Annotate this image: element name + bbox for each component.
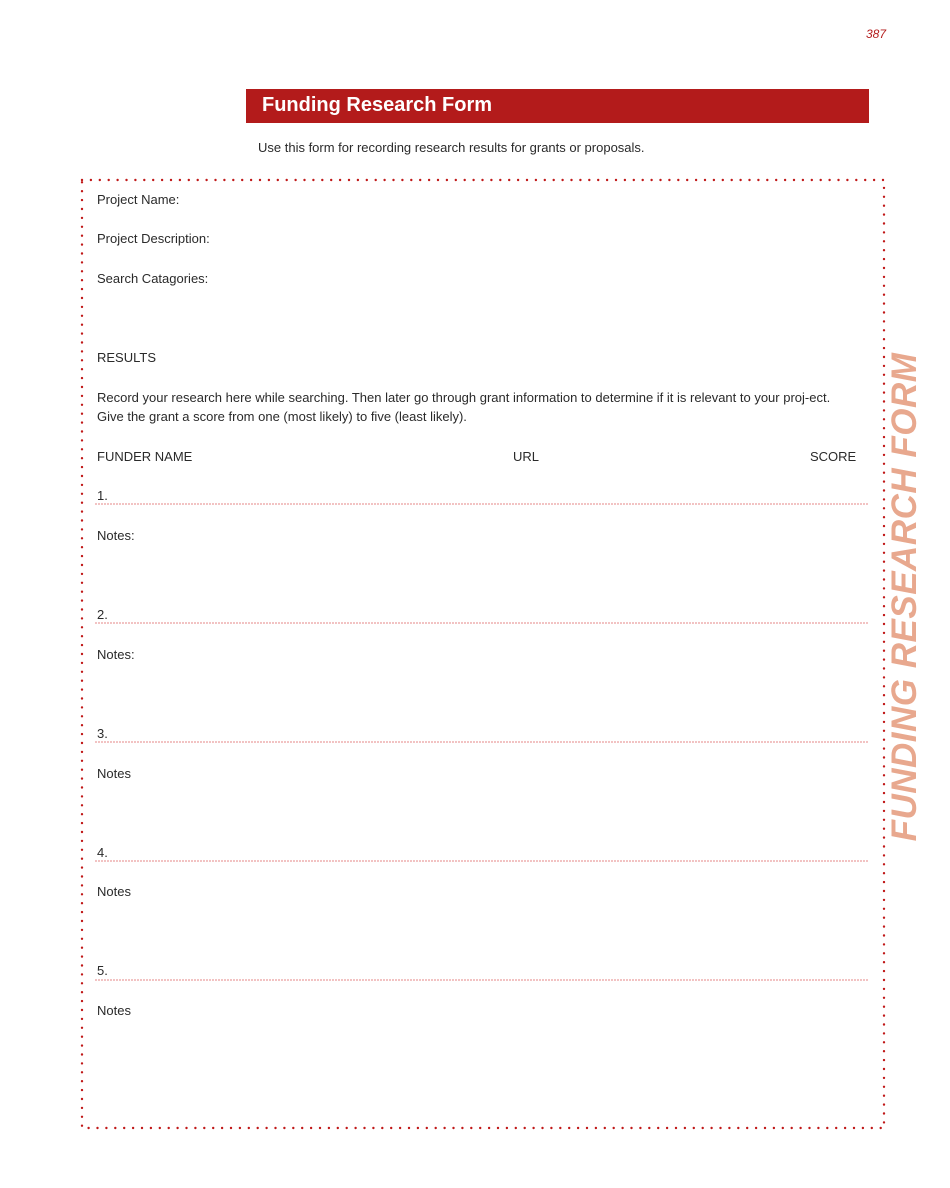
side-title: FUNDING RESEARCH FORM — [885, 352, 924, 842]
column-score: SCORE — [810, 449, 857, 464]
search-categories-label: Search Catagories: — [97, 271, 209, 286]
column-funder-name: FUNDER NAME — [97, 449, 193, 464]
results-heading: RESULTS — [97, 350, 156, 365]
entry-notes[interactable]: Notes — [97, 766, 131, 781]
instructions: Record your research here while searching. Then later go through grant information to determine if it is relevant to your proj-ect. Give the grant a score from one (most likely) to five (least likely). — [97, 390, 831, 424]
project-name-label: Project Name: — [97, 192, 180, 207]
column-url: URL — [513, 449, 540, 464]
entry-notes[interactable]: Notes — [97, 1003, 131, 1018]
form-title: Funding Research Form — [262, 94, 493, 116]
entry-number[interactable]: 1. — [97, 488, 108, 503]
entry-number[interactable]: 4. — [97, 845, 108, 860]
project-description-label: Project Description: — [97, 231, 210, 246]
entry-notes[interactable]: Notes: — [97, 528, 135, 543]
intro-text: Use this form for recording research results for grants or proposals. — [258, 140, 645, 155]
entry-number[interactable]: 2. — [97, 607, 108, 622]
entry-number[interactable]: 5. — [97, 963, 108, 978]
entry-number[interactable]: 3. — [97, 726, 108, 741]
entry-notes[interactable]: Notes: — [97, 647, 135, 662]
entry-notes[interactable]: Notes — [97, 884, 131, 899]
page-number: 387 — [866, 27, 887, 41]
